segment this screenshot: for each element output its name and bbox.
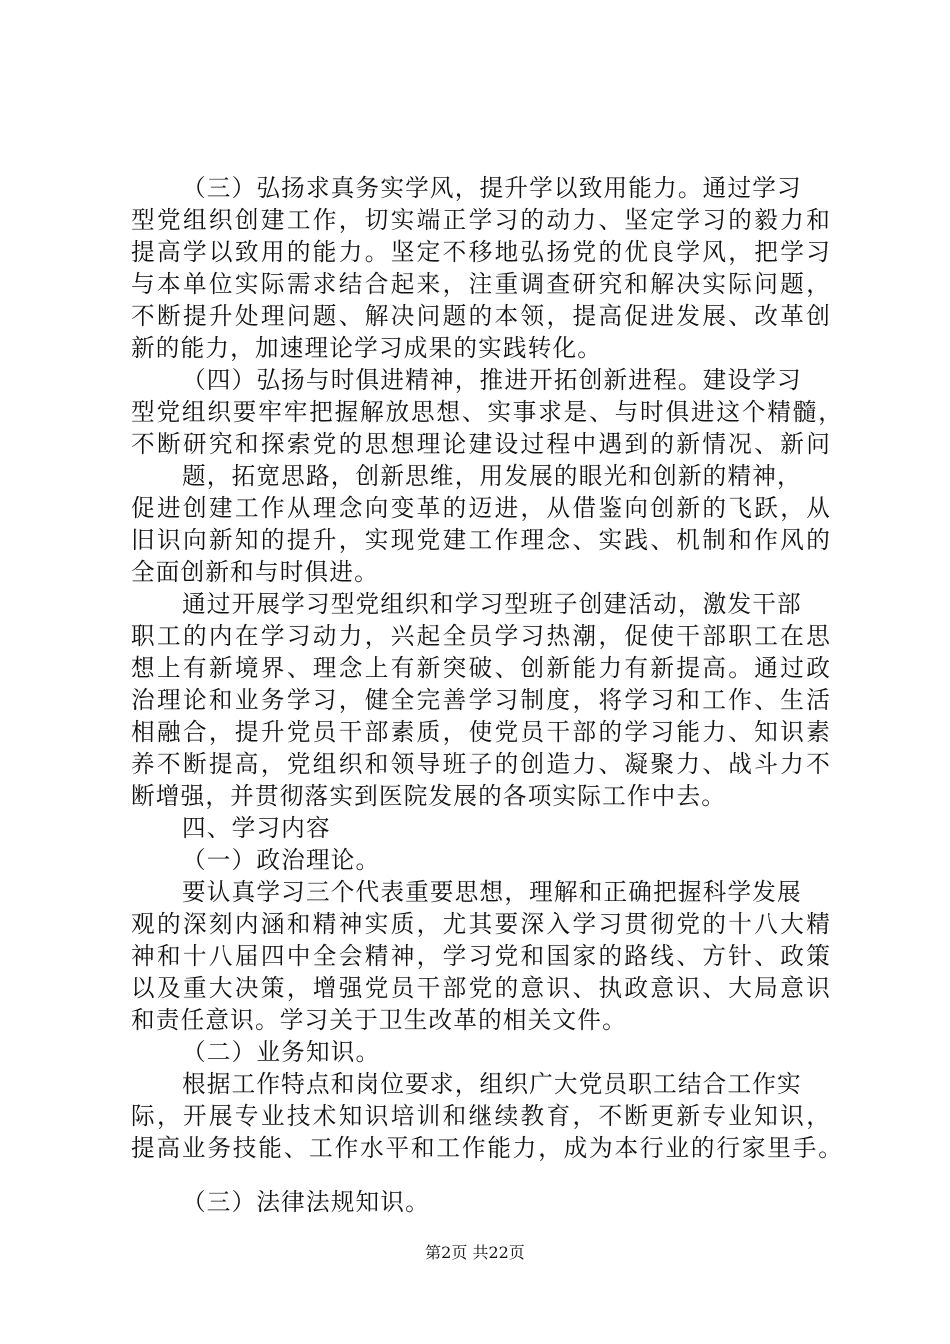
text-line: 神和十八届四中全会精神，学习党和国家的路线、方针、政策 [131, 942, 831, 970]
text-line: 际，开展专业技术知识培训和继续教育，不断更新专业知识， [131, 1102, 831, 1130]
text-line: 新的能力，加速理论学习成果的实践转化。 [131, 334, 603, 362]
text-line: 通过开展学习型党组织和学习型班子创建活动，激发干部 [182, 590, 802, 618]
text-line: 相融合，提升党员干部素质，使党员干部的学习能力、知识素 [131, 718, 831, 746]
text-line: 提高学以致用的能力。坚定不移地弘扬党的优良学风，把学习 [131, 238, 831, 266]
text-line: 不断提升处理问题、解决问题的本领，提高促进发展、改革创 [131, 302, 831, 330]
text-line: 型党组织要牢牢把握解放思想、实事求是、与时俱进这个精髓， [131, 398, 843, 426]
section-heading: 四、学习内容 [182, 814, 331, 842]
text-line: 提高业务技能、工作水平和工作能力，成为本行业的行家里手。 [131, 1134, 843, 1162]
text-line: 职工的内在学习动力，兴起全员学习热潮，促使干部职工在思 [131, 622, 831, 650]
text-line: 型党组织创建工作，切实端正学习的动力、坚定学习的毅力和 [131, 206, 831, 234]
text-line: 养不断提高，党组织和领导班子的创造力、凝聚力、战斗力不 [131, 750, 831, 778]
text-line: 全面创新和与时俱进。 [131, 558, 379, 586]
text-line: （三）弘扬求真务实学风，提升学以致用能力。通过学习 [182, 174, 802, 202]
subsection-heading: （一）政治理论。 [182, 846, 381, 874]
text-line: 根据工作特点和岗位要求，组织广大党员职工结合工作实 [182, 1070, 802, 1098]
text-line: 想上有新境界、理念上有新突破、创新能力有新提高。通过政 [131, 654, 831, 682]
text-line: 题，拓宽思路，创新思维，用发展的眼光和创新的精神， [182, 462, 802, 490]
text-line: （四）弘扬与时俱进精神，推进开拓创新进程。建设学习 [182, 366, 802, 394]
text-line: 断增强，并贯彻落实到医院发展的各项实际工作中去。 [131, 782, 727, 810]
text-line: 以及重大决策，增强党员干部党的意识、执政意识、大局意识 [131, 974, 831, 1002]
text-line: 和责任意识。学习关于卫生改革的相关文件。 [131, 1006, 627, 1034]
text-line: 治理论和业务学习，健全完善学习制度，将学习和工作、生活 [131, 686, 831, 714]
text-line: 观的深刻内涵和精神实质，尤其要深入学习贯彻党的十八大精 [131, 910, 831, 938]
subsection-heading: （二）业务知识。 [182, 1038, 381, 1066]
text-line: 与本单位实际需求结合起来，注重调查研究和解决实际问题， [131, 270, 831, 298]
subsection-heading: （三）法律法规知识。 [182, 1188, 430, 1216]
page-footer: 第2页 共22页 [425, 1243, 525, 1262]
text-line: 旧识向新知的提升，实现党建工作理念、实践、机制和作风的 [131, 526, 831, 554]
text-line: 促进创建工作从理念向变革的迈进，从借鉴向创新的飞跃，从 [131, 494, 831, 522]
text-line: 要认真学习三个代表重要思想，理解和正确把握科学发展 [182, 878, 802, 906]
text-line: 不断研究和探索党的思想理论建设过程中遇到的新情况、新问 [131, 430, 831, 458]
